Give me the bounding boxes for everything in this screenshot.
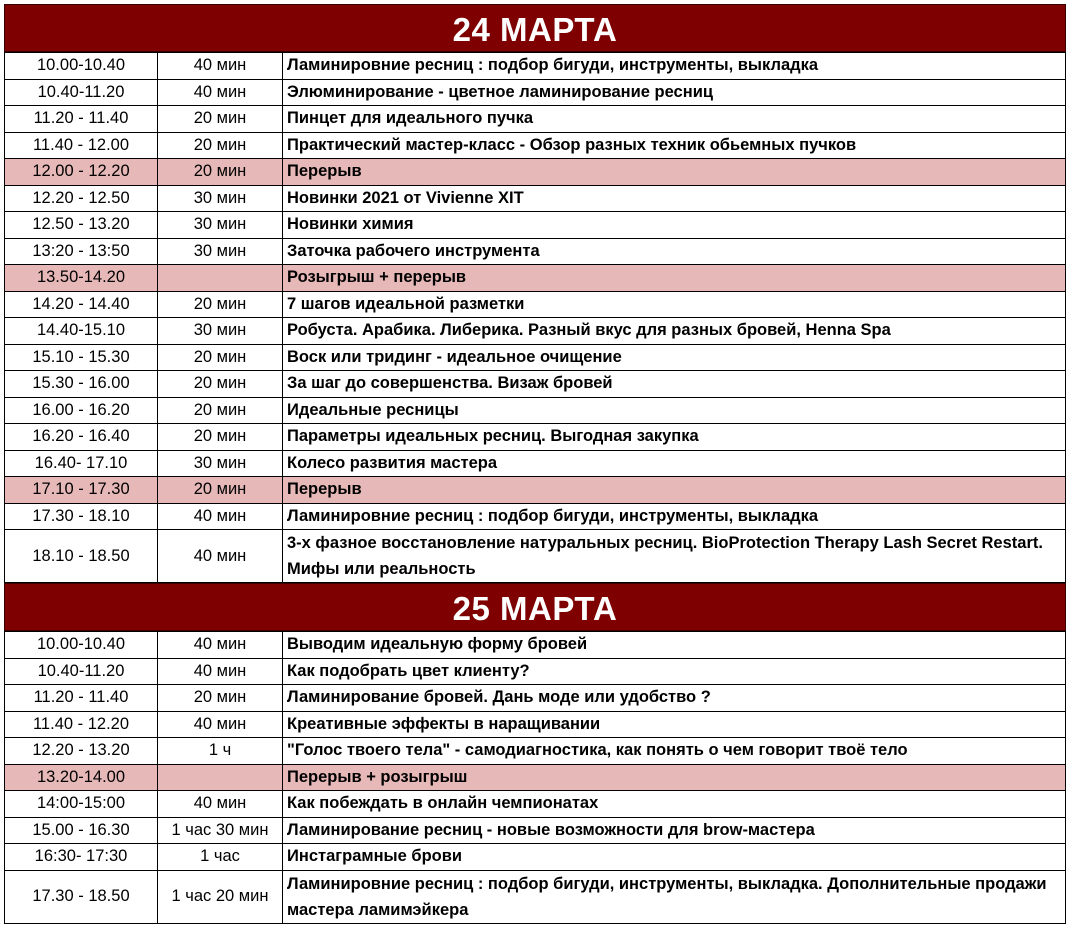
schedule-row <box>5 185 1066 212</box>
day-header: 25 МАРТА <box>4 583 1066 631</box>
duration-cell: 40 мин <box>158 53 283 80</box>
time-cell: 10.00-10.40 <box>5 53 158 80</box>
time-cell: 15.30 - 16.00 <box>5 371 158 398</box>
time-cell: 11.20 - 11.40 <box>5 685 158 712</box>
schedule-table <box>4 52 1066 583</box>
time-cell: 15.10 - 15.30 <box>5 344 158 371</box>
time-cell: 13.50-14.20 <box>5 265 158 292</box>
time-cell: 10.40-11.20 <box>5 658 158 685</box>
topic-cell: Инстаграмные брови <box>283 844 1066 871</box>
topic-cell: Перерыв <box>283 159 1066 186</box>
schedule-row <box>5 371 1066 398</box>
time-cell: 12.50 - 13.20 <box>5 212 158 239</box>
duration-cell: 40 мин <box>158 658 283 685</box>
time-cell: 11.20 - 11.40 <box>5 106 158 133</box>
time-cell: 11.40 - 12.00 <box>5 132 158 159</box>
schedule-row <box>5 711 1066 738</box>
topic-cell: Ламинировние ресниц : подбор бигуди, инструменты, выкладка. Дополнительные продажи мастера ламимэйкера <box>283 870 1066 923</box>
time-cell: 12.20 - 13.20 <box>5 738 158 765</box>
duration-cell: 20 мин <box>158 291 283 318</box>
duration-cell: 40 мин <box>158 503 283 530</box>
topic-cell: 7 шагов идеальной разметки <box>283 291 1066 318</box>
topic-cell: Перерыв + розыгрыш <box>283 764 1066 791</box>
topic-cell: Колесо развития мастера <box>283 450 1066 477</box>
time-cell: 14:00-15:00 <box>5 791 158 818</box>
schedule-row <box>5 291 1066 318</box>
topic-cell: Ламинировние ресниц : подбор бигуди, инструменты, выкладка <box>283 503 1066 530</box>
time-cell: 17.10 - 17.30 <box>5 477 158 504</box>
time-cell: 12.20 - 12.50 <box>5 185 158 212</box>
schedule-row <box>5 817 1066 844</box>
duration-cell: 20 мин <box>158 477 283 504</box>
topic-cell: Перерыв <box>283 477 1066 504</box>
schedule-row <box>5 344 1066 371</box>
duration-cell <box>158 764 283 791</box>
topic-cell: Робуста. Арабика. Либерика. Разный вкус для разных бровей, Henna Spa <box>283 318 1066 345</box>
topic-cell: 3-х фазное восстановление натуральных ресниц. BioProtection Therapy Lash Secret Restart. Мифы или реальность <box>283 530 1066 583</box>
break-row <box>5 477 1066 504</box>
time-cell: 18.10 - 18.50 <box>5 530 158 583</box>
time-cell: 13.20-14.00 <box>5 764 158 791</box>
schedule-row <box>5 844 1066 871</box>
schedule-row <box>5 424 1066 451</box>
topic-cell: Элюминирование - цветное ламинирование ресниц <box>283 79 1066 106</box>
topic-cell: Новинки химия <box>283 212 1066 239</box>
topic-cell: Пинцет для идеального пучка <box>283 106 1066 133</box>
duration-cell: 20 мин <box>158 685 283 712</box>
duration-cell: 40 мин <box>158 79 283 106</box>
time-cell: 16.40- 17.10 <box>5 450 158 477</box>
schedule-row <box>5 632 1066 659</box>
duration-cell: 1 час <box>158 844 283 871</box>
time-cell: 15.00 - 16.30 <box>5 817 158 844</box>
schedule-row <box>5 503 1066 530</box>
time-cell: 10.40-11.20 <box>5 79 158 106</box>
time-cell: 16:30- 17:30 <box>5 844 158 871</box>
time-cell: 11.40 - 12.20 <box>5 711 158 738</box>
schedule-table <box>4 631 1066 924</box>
day-header: 24 МАРТА <box>4 4 1066 52</box>
break-row <box>5 764 1066 791</box>
duration-cell: 40 мин <box>158 711 283 738</box>
duration-cell: 30 мин <box>158 238 283 265</box>
topic-cell: Заточка рабочего инструмента <box>283 238 1066 265</box>
duration-cell: 30 мин <box>158 450 283 477</box>
time-cell: 14.20 - 14.40 <box>5 291 158 318</box>
schedule-row <box>5 791 1066 818</box>
topic-cell: Воск или тридинг - идеальное очищение <box>283 344 1066 371</box>
schedule-row <box>5 318 1066 345</box>
schedule-row <box>5 212 1066 239</box>
topic-cell: За шаг до совершенства. Визаж бровей <box>283 371 1066 398</box>
schedule-row <box>5 79 1066 106</box>
duration-cell: 20 мин <box>158 397 283 424</box>
duration-cell: 20 мин <box>158 132 283 159</box>
duration-cell: 30 мин <box>158 185 283 212</box>
duration-cell: 20 мин <box>158 159 283 186</box>
topic-cell: Креативные эффекты в наращивании <box>283 711 1066 738</box>
topic-cell: Выводим идеальную форму бровей <box>283 632 1066 659</box>
topic-cell: "Голос твоего тела" - самодиагностика, как понять о чем говорит твоё тело <box>283 738 1066 765</box>
duration-cell <box>158 265 283 292</box>
duration-cell: 20 мин <box>158 371 283 398</box>
schedule-row <box>5 738 1066 765</box>
topic-cell: Как побеждать в онлайн чемпионатах <box>283 791 1066 818</box>
topic-cell: Ламинировние ресниц : подбор бигуди, инструменты, выкладка <box>283 53 1066 80</box>
topic-cell: Розыгрыш + перерыв <box>283 265 1066 292</box>
topic-cell: Идеальные ресницы <box>283 397 1066 424</box>
time-cell: 10.00-10.40 <box>5 632 158 659</box>
schedule-row <box>5 132 1066 159</box>
schedule-row <box>5 238 1066 265</box>
topic-cell: Ламинирование бровей. Дань моде или удобство ? <box>283 685 1066 712</box>
schedule-sheet <box>4 4 1066 924</box>
duration-cell: 30 мин <box>158 318 283 345</box>
topic-cell: Параметры идеальных ресниц. Выгодная закупка <box>283 424 1066 451</box>
duration-cell: 40 мин <box>158 791 283 818</box>
time-cell: 14.40-15.10 <box>5 318 158 345</box>
duration-cell: 20 мин <box>158 106 283 133</box>
time-cell: 16.20 - 16.40 <box>5 424 158 451</box>
schedule-row <box>5 685 1066 712</box>
topic-cell: Практический мастер-класс - Обзор разных техник обьемных пучков <box>283 132 1066 159</box>
duration-cell: 20 мин <box>158 344 283 371</box>
break-row <box>5 265 1066 292</box>
duration-cell: 40 мин <box>158 530 283 583</box>
time-cell: 17.30 - 18.50 <box>5 870 158 923</box>
schedule-row <box>5 106 1066 133</box>
schedule-row <box>5 450 1066 477</box>
duration-cell: 30 мин <box>158 212 283 239</box>
topic-cell: Ламинирование ресниц - новые возможности для brow-мастера <box>283 817 1066 844</box>
duration-cell: 20 мин <box>158 424 283 451</box>
time-cell: 13:20 - 13:50 <box>5 238 158 265</box>
topic-cell: Новинки 2021 от Vivienne XIT <box>283 185 1066 212</box>
schedule-row <box>5 53 1066 80</box>
break-row <box>5 159 1066 186</box>
duration-cell: 1 час 30 мин <box>158 817 283 844</box>
topic-cell: Как подобрать цвет клиенту? <box>283 658 1066 685</box>
time-cell: 17.30 - 18.10 <box>5 503 158 530</box>
schedule-row <box>5 397 1066 424</box>
time-cell: 12.00 - 12.20 <box>5 159 158 186</box>
schedule-row <box>5 870 1066 923</box>
duration-cell: 1 ч <box>158 738 283 765</box>
duration-cell: 1 час 20 мин <box>158 870 283 923</box>
schedule-row <box>5 658 1066 685</box>
time-cell: 16.00 - 16.20 <box>5 397 158 424</box>
schedule-row <box>5 530 1066 583</box>
duration-cell: 40 мин <box>158 632 283 659</box>
